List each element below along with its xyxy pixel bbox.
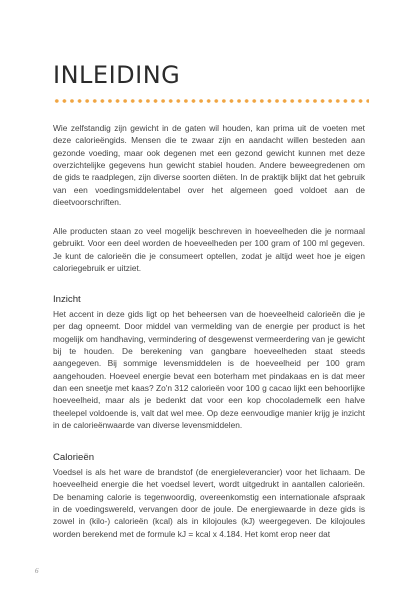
intro-paragraph-1: Wie zelfstandig zijn gewicht in de gaten wil houden, kan prima uit de voeten met deze calorieëngids. Mensen die te zwaar zijn en aandacht willen besteden aan gezonde voeding, maar ook degenen met een gezond gewicht kunnen met deze overzichtelijke gegevens hun gewicht stabiel houden. Andere beweegredenen om de gids te raadplegen, zijn diverse soorten diëten. In de praktijk blijkt dat het gebruik van een voedingsmiddelentabel over het algemeen goed voldoet aan de dieetvoorschriften. bbox=[53, 123, 365, 208]
intro-paragraph-2: Alle producten staan zo veel mogelijk beschreven in hoeveelheden die je normaal gebruikt. Voor een deel worden de hoeveelheden per 100 gram of 100 ml gegeven. Je kunt de calorieën die je consumeert optellen, zodat je altijd weet hoe je eigen caloriegebruik er uitziet. bbox=[53, 226, 365, 274]
section-text-inzicht: Het accent in deze gids ligt op het beheersen van de hoeveelheid calorieën die je per dag opneemt. Door middel van vermelding van de energie per product is het mogelijk om handhaving, vermindering of desgewenst vermeerdering van je gewicht bij te houden. De berekening van gangbare hoeveelheden staat steeds aangegeven. Bij sommige levensmiddelen is de hoeveelheid per 100 gram aangehouden. Hoeveel energie bevat een boterham met pindakaas en is dat meer dan een sneetje met kaas? Zo'n 312 calorieën voor 100 g cacao lijkt een behoorlijke hoeveelheid, maar als je bedenkt dat voor een kop chocolademelk een halve theelepel voldoende is, valt dat wel mee. Op deze eenvoudige manier krijg je inzicht in de calorieënwaarde van diverse levensmiddelen. bbox=[53, 309, 365, 431]
section-heading-inzicht: Inzicht bbox=[53, 294, 81, 305]
dotted-divider bbox=[53, 99, 369, 103]
page-title: INLEIDING bbox=[53, 61, 181, 89]
section-text-calorieen: Voedsel is als het ware de brandstof (de energieleverancier) voor het lichaam. De hoeveelheid energie die het voedsel levert, wordt uitgedrukt in aantallen calorieën. De benaming calorie is tegenwoordig, overeenkomstig een internationale afspraak in de voedingswereld, vervangen door de joule. De energiewaarde in deze gids is zowel in (kilo-) calorieën (kcal) als in kilojoules (kJ) weergegeven. De kilojoules worden berekend met de formule kJ = kcal x 4.184. Het komt erop neer dat bbox=[53, 467, 365, 539]
section-heading-calorieen: Calorieën bbox=[53, 452, 95, 463]
page-number: 6 bbox=[35, 567, 39, 575]
